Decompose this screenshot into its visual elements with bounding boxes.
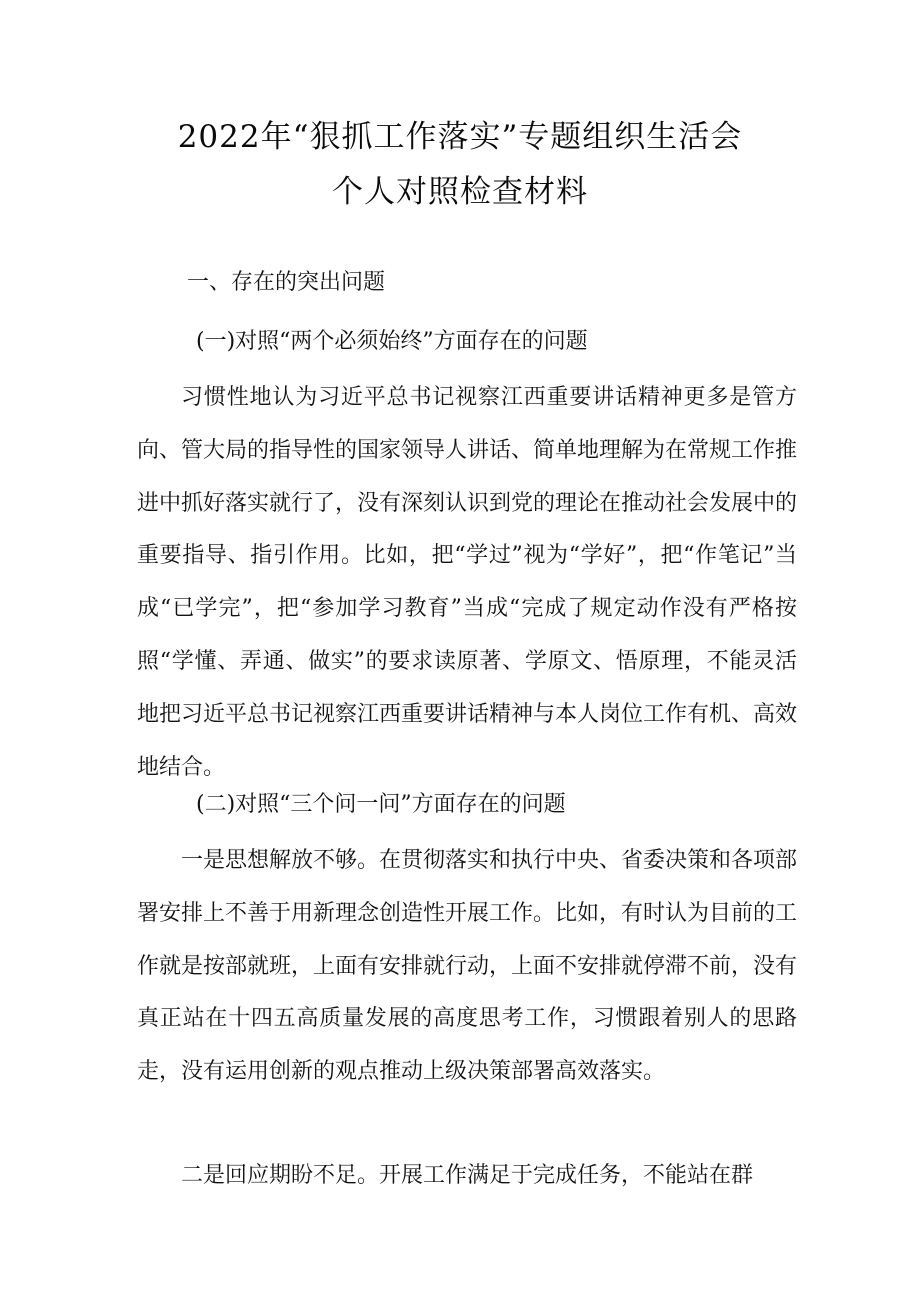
subsection-heading-1: (一)对照“两个必须始终”方面存在的问题 [196,329,588,354]
section-heading-problems: 一、存在的突出问题 [187,270,386,295]
document-title-line-2: 个人对照检查材料 [332,174,588,210]
document-title-line-1: 2022年“狠抓工作落实”专题组织生活会 [177,119,743,155]
body-paragraph-1: 习惯性地认为习近平总书记视察江西重要讲话精神更多是管方向、管大局的指导性的国家领导人讲话、简单地理解为在常规工作推进中抓好落实就行了，没有深刻认识到党的理论在推动社会发展中的重要指导、指引作用。比如，把“学过”视为“学好”，把“作笔记”当成“已学完”，把“参加学习教育”当成“完成了规定动作没有严格按照“学懂、弄通、做实”的要求读原著、学原文、悟原理，不能灵活地把习近平总书记视察江西重要讲话精神与本人岗位工作有机、高效地结合。 [137,385,798,780]
subsection-heading-2: (二)对照“三个问一问”方面存在的问题 [196,792,566,817]
body-paragraph-3: 二是回应期盼不足。开展工作满足于完成任务，不能站在群 [181,1163,754,1188]
body-paragraph-2: 一是思想解放不够。在贯彻落实和执行中央、省委决策和各项部署安排上不善于用新理念创造性开展工作。比如，有时认为目前的工作就是按部就班，上面有安排就行动，上面不安排就停滞不前，没有真正站在十四五高质量发展的高度思考工作，习惯跟着别人的思路走，没有运用创新的观点推动上级决策部署高效落实。 [137,848,798,1085]
